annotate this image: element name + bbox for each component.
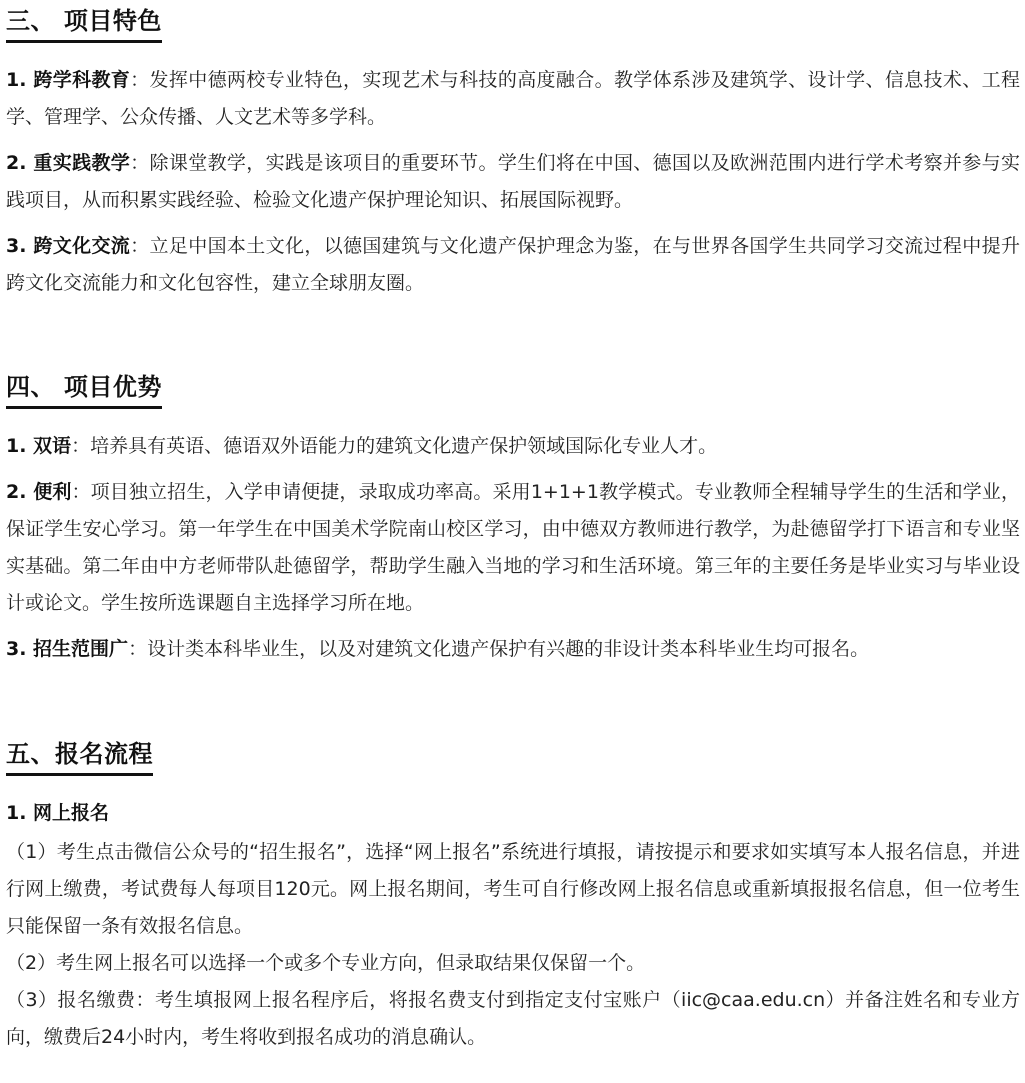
item-label: 3. 招生范围广 (6, 638, 129, 660)
item-label: 3. 跨文化交流 (6, 235, 131, 257)
item-text: 除课堂教学，实践是该项目的重要环节。学生们将在中国、德国以及欧洲范围内进行学术考察并参与实践项目，从而积累实践经验、检验文化遗产保护理论知识、拓展国际视野。 (6, 152, 1020, 211)
paragraph-item: 1. 跨学科教育：发挥中德两校专业特色，实现艺术与科技的高度融合。教学体系涉及建筑学、设计学、信息技术、工程学、管理学、公众传播、人文艺术等多学科。 (6, 69, 1020, 128)
paragraph-step: （1）考生点击微信公众号的“招生报名”，选择“网上报名”系统进行填报，请按提示和要求如实填写本人报名信息，并进行网上缴费，考试费每人每项目120元。网上报名期间，考生可自行修改网上报名信息或重新填报报名信息，但一位考生只能保留一条有效报名信息。 (6, 841, 1020, 937)
item-label: 1. 跨学科教育 (6, 69, 131, 91)
item-text: 发挥中德两校专业特色，实现艺术与科技的高度融合。教学体系涉及建筑学、设计学、信息技术、工程学、管理学、公众传播、人文艺术等多学科。 (6, 69, 1020, 128)
item-text: 设计类本科毕业生，以及对建筑文化遗产保护有兴趣的非设计类本科毕业生均可报名。 (147, 638, 870, 660)
sub-heading-label: 1. 网上报名 (6, 802, 110, 824)
item-text: 立足中国本土文化，以德国建筑与文化遗产保护理念为鉴，在与世界各国学生共同学习交流过程中提升跨文化交流能力和文化包容性，建立全球朋友圈。 (6, 235, 1020, 294)
sub-heading (6, 795, 1020, 832)
paragraph-item: 1. 双语：培养具有英语、德语双外语能力的建筑文化遗产保护领域国际化专业人才。 (6, 435, 718, 457)
section-title: 四、 项目优势 (6, 372, 162, 409)
item-text: 项目独立招生，入学申请便捷，录取成功率高。采用1+1+1教学模式。专业教师全程辅导学生的生活和学业，保证学生安心学习。第一年学生在中国美术学院南山校区学习，由中德双方教师进行教学，为赴德留学打下语言和专业坚实基础。第二年由中方老师带队赴德留学，帮助学生融入当地的学习和生活环境。第三年的主要任务是毕业实习与毕业设计或论文。学生按所选课题自主选择学习所在地。 (6, 481, 1020, 614)
paragraph-item: 3. 招生范围广：设计类本科毕业生，以及对建筑文化遗产保护有兴趣的非设计类本科毕业生均可报名。 (6, 638, 870, 660)
paragraph-step: （3）报名缴费：考生填报网上报名程序后，将报名费支付到指定支付宝账户（iic@caa.edu.cn）并备注姓名和专业方向，缴费后24小时内，考生将收到报名成功的消息确认。 (6, 989, 1020, 1048)
section-project-advantages (6, 372, 1020, 668)
paragraph-item: 2. 重实践教学：除课堂教学，实践是该项目的重要环节。学生们将在中国、德国以及欧洲范围内进行学术考察并参与实践项目，从而积累实践经验、检验文化遗产保护理论知识、拓展国际视野。 (6, 152, 1020, 211)
paragraph-item: 3. 跨文化交流：立足中国本土文化，以德国建筑与文化遗产保护理念为鉴，在与世界各国学生共同学习交流过程中提升跨文化交流能力和文化包容性，建立全球朋友圈。 (6, 235, 1020, 294)
paragraph-item: 2. 便利：项目独立招生，入学申请便捷，录取成功率高。采用1+1+1教学模式。专业教师全程辅导学生的生活和学业，保证学生安心学习。第一年学生在中国美术学院南山校区学习，由中德双方教师进行教学，为赴德留学打下语言和专业坚实基础。第二年由中方老师带队赴德留学，帮助学生融入当地的学习和生活环境。第三年的主要任务是毕业实习与毕业设计或论文。学生按所选课题自主选择学习所在地。 (6, 481, 1020, 614)
section-title: 三、 项目特色 (6, 6, 162, 43)
section-title: 五、报名流程 (6, 739, 153, 776)
item-label: 2. 重实践教学 (6, 152, 131, 174)
item-text: 培养具有英语、德语双外语能力的建筑文化遗产保护领域国际化专业人才。 (90, 435, 718, 457)
section-registration-process (6, 739, 1020, 1056)
item-label: 2. 便利 (6, 481, 72, 503)
paragraph-step: （2）考生网上报名可以选择一个或多个专业方向，但录取结果仅保留一个。 (6, 952, 646, 974)
item-label: 1. 双语 (6, 435, 72, 457)
section-project-features (6, 6, 1020, 302)
